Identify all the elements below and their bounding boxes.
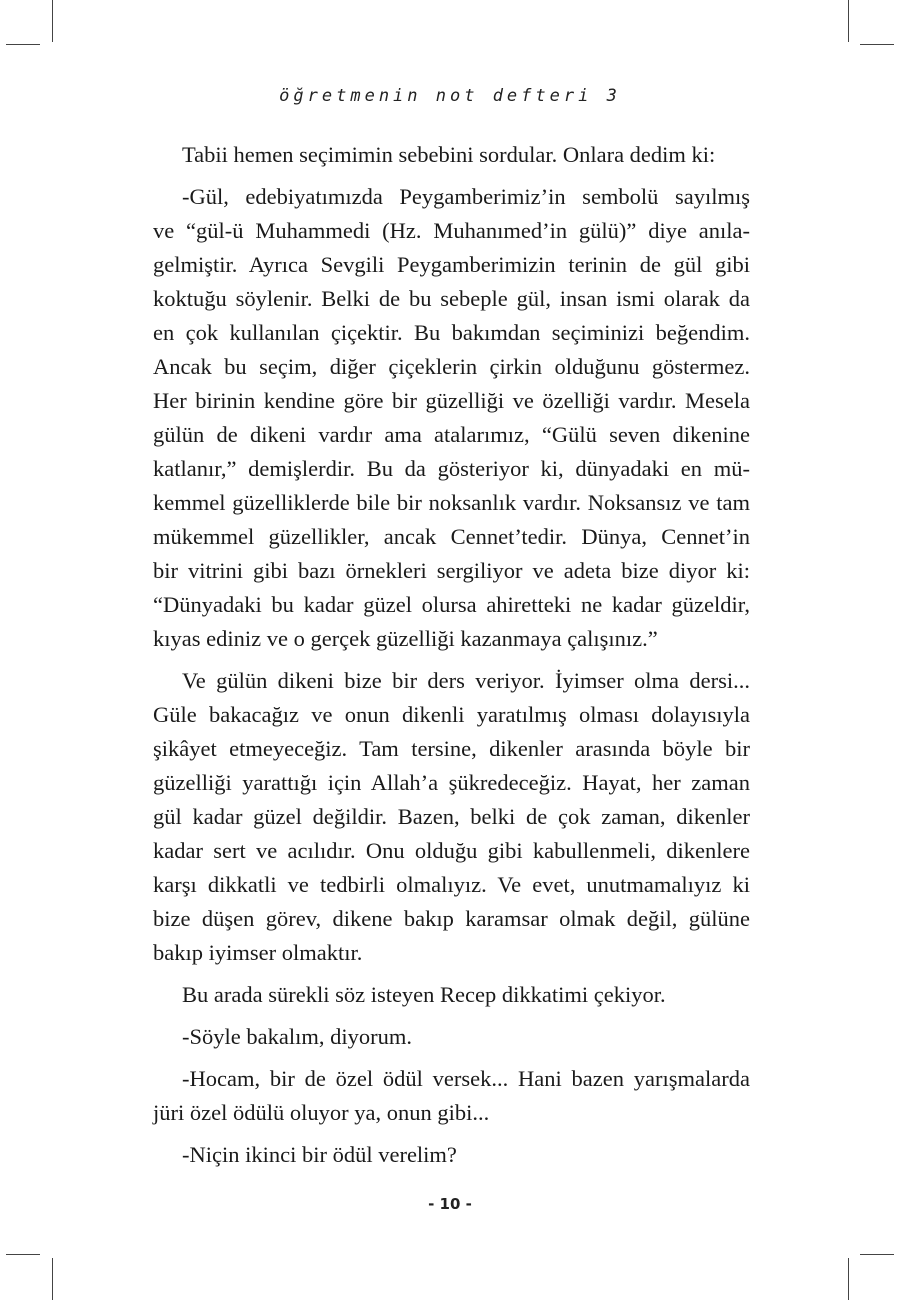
paragraph (153, 138, 750, 172)
text-line: Bu arada sürekli söz isteyen Recep dikkatimi çekiyor. (182, 982, 666, 1007)
text-line: -Hocam, bir de özel ödül versek... Hani bazen yarışmalarda (182, 1066, 750, 1091)
text-line: Ve gülün dikeni bize bir ders veriyor. İyimser olma dersi... (182, 668, 750, 693)
text-line: “Dünyadaki bu kadar güzel olursa ahiretteki ne kadar güzeldir, (153, 592, 750, 617)
crop-mark-top-right-h (860, 44, 894, 45)
paragraph (153, 664, 750, 970)
text-line: -Niçin ikinci bir ödül verelim? (182, 1142, 457, 1167)
text-line: -Gül, edebiyatımızda Peygamberimiz’in sembolü sayılmış (182, 184, 750, 209)
text-line: kemmel güzelliklerde bile bir noksanlık vardır. Noksansız ve tam (153, 490, 750, 515)
paragraph (153, 1138, 750, 1172)
body-text (153, 138, 750, 1180)
text-line: jüri özel ödülü oluyor ya, onun gibi... (153, 1100, 490, 1125)
crop-mark-top-left-h (6, 44, 40, 45)
text-line: koktuğu söylenir. Belki de bu sebeple gül, insan ismi olarak da (153, 286, 750, 311)
crop-mark-bottom-left-h (6, 1254, 40, 1255)
text-line: kadar sert ve acılıdır. Onu olduğu gibi kabullenmeli, dikenlere (153, 838, 750, 863)
text-line: katlanır,” demişlerdir. Bu da gösteriyor ki, dünyadaki en mü- (153, 456, 750, 481)
text-line: ve “gül-ü Muhammedi (Hz. Muhanımed’in gülü)” diye anıla- (153, 218, 750, 243)
crop-mark-bottom-right (848, 1258, 849, 1300)
text-line: Her birinin kendine göre bir güzelliği ve özelliği vardır. Mesela (153, 388, 750, 413)
paragraph (153, 1020, 750, 1054)
text-line: güzelliği yarattığı için Allah’a şükredeceğiz. Hayat, her zaman (153, 770, 750, 795)
page-number: - 10 - (428, 1195, 472, 1213)
text-line: Tabii hemen seçimimin sebebini sordular. Onlara dedim ki: (182, 142, 716, 167)
text-line: -Söyle bakalım, diyorum. (182, 1024, 412, 1049)
text-line: Ancak bu seçim, diğer çiçeklerin çirkin olduğunu göstermez. (153, 354, 750, 379)
crop-mark-bottom-right-h (860, 1254, 894, 1255)
running-header: öğretmenin not defteri 3 (279, 86, 621, 106)
text-line: bir vitrini gibi bazı örnekleri sergiliyor ve adeta bize diyor ki: (153, 558, 750, 583)
text-line: gülün de dikeni vardır ama atalarımız, “Gülü seven dikenine (153, 422, 750, 447)
text-line: mükemmel güzellikler, ancak Cennet’tedir. Dünya, Cennet’in (153, 524, 750, 549)
crop-mark-bottom-left (52, 1258, 53, 1300)
paragraph (153, 978, 750, 1012)
text-line: karşı dikkatli ve tedbirli olmalıyız. Ve evet, unutmamalıyız ki (153, 872, 750, 897)
text-line: kıyas ediniz ve o gerçek güzelliği kazanmaya çalışınız.” (153, 626, 658, 651)
paragraph (153, 180, 750, 656)
text-line: Güle bakacağız ve onun dikenli yaratılmış olması dolayısıyla (153, 702, 750, 727)
crop-mark-top-left (52, 0, 53, 42)
text-line: en çok kullanılan çiçektir. Bu bakımdan seçiminizi beğendim. (153, 320, 750, 345)
text-line: bize düşen görev, dikene bakıp karamsar olmak değil, gülüne (153, 906, 750, 931)
text-line: bakıp iyimser olmaktır. (153, 940, 363, 965)
text-line: şikâyet etmeyeceğiz. Tam tersine, dikenler arasında böyle bir (153, 736, 750, 761)
text-line: gül kadar güzel değildir. Bazen, belki de çok zaman, dikenler (153, 804, 750, 829)
paragraph (153, 1062, 750, 1130)
crop-mark-top-right (848, 0, 849, 42)
text-line: gelmiştir. Ayrıca Sevgili Peygamberimizin terinin de gül gibi (153, 252, 750, 277)
